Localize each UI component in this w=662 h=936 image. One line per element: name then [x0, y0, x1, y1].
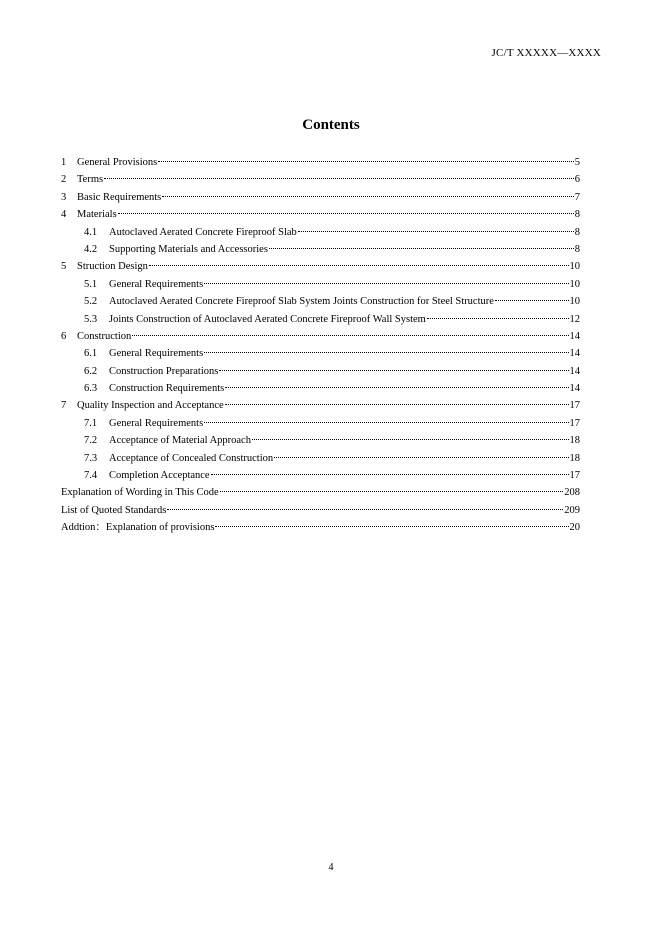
- toc-entry-label: Autoclaved Aerated Concrete Fireproof Slab: [109, 226, 297, 238]
- toc-entry-page: 7: [574, 191, 580, 203]
- toc-entry-page: 10: [569, 296, 580, 308]
- toc-entry-number: 7.4: [84, 470, 98, 482]
- toc-entry-number: 6.2: [84, 365, 98, 377]
- toc-entry[interactable]: [61, 432, 580, 449]
- toc-entry-page: 8: [574, 226, 580, 238]
- toc-entry-label: Construction Requirements: [109, 383, 225, 395]
- toc-entry[interactable]: [61, 380, 580, 397]
- toc-entry[interactable]: [61, 224, 580, 241]
- toc-entry[interactable]: [61, 467, 580, 484]
- toc-entry-label: General Provisions: [77, 157, 158, 168]
- toc-entry-number: 5.1: [84, 278, 98, 290]
- toc-dot-leader: [219, 370, 568, 371]
- toc-entry-label: Autoclaved Aerated Concrete Fireproof Slab System Joints Construction for Steel Structure: [109, 296, 494, 308]
- toc-entry-label: Addtion：Explanation of provisions: [61, 522, 215, 534]
- toc-dot-leader: [162, 196, 573, 197]
- toc-entry-number: 4: [61, 209, 67, 221]
- toc-entry-number: 2: [61, 174, 67, 186]
- toc-entry[interactable]: [61, 276, 580, 293]
- toc-entry-number: 1: [61, 157, 67, 168]
- toc-dot-leader: [204, 283, 568, 284]
- toc-entry-label: Completion Acceptance: [109, 470, 210, 482]
- toc-entry-page: 208: [564, 487, 580, 499]
- toc-entry[interactable]: [61, 154, 580, 171]
- page-number: 4: [328, 862, 334, 873]
- toc-entry-number: 5.3: [84, 313, 98, 325]
- toc-entry-page: 8: [574, 243, 580, 255]
- toc-dot-leader: [220, 491, 564, 492]
- toc-dot-leader: [204, 352, 568, 353]
- toc-entry-number: 4.1: [84, 226, 98, 238]
- toc-entry-page: 17: [569, 400, 580, 412]
- toc-entry-page: 14: [569, 365, 580, 377]
- toc-dot-leader: [495, 300, 569, 301]
- toc-entry-page: 209: [564, 504, 580, 516]
- toc-entry-label: Construction Preparations: [109, 365, 219, 377]
- toc-entry-label: List of Quoted Standards: [61, 504, 167, 516]
- toc-entry-label: Supporting Materials and Accessories: [109, 243, 268, 255]
- toc-dot-leader: [225, 387, 568, 388]
- toc-entry-page: 5: [574, 157, 580, 168]
- toc-entry-number: 6: [61, 330, 67, 342]
- toc-entry[interactable]: [61, 519, 580, 536]
- toc-entry-page: 17: [569, 417, 580, 429]
- toc-dot-leader: [158, 161, 574, 162]
- toc-entry-label: Struction Design: [77, 261, 148, 273]
- toc-entry-page: 8: [574, 209, 580, 221]
- toc-entry-label: Quality Inspection and Acceptance: [77, 400, 224, 412]
- toc-entry-page: 14: [569, 330, 580, 342]
- toc-entry-label: Acceptance of Material Approach: [109, 435, 251, 447]
- toc-entry[interactable]: [61, 328, 580, 345]
- toc-entry-page: 10: [569, 261, 580, 273]
- toc-entry-label: Joints Construction of Autoclaved Aerated Concrete Fireproof Wall System: [109, 313, 426, 325]
- toc-dot-leader: [104, 178, 574, 179]
- toc-dot-leader: [225, 404, 569, 405]
- toc-entry-number: 4.2: [84, 243, 98, 255]
- toc-entry[interactable]: [61, 189, 580, 206]
- toc-entry-label: Acceptance of Concealed Construction: [109, 452, 274, 464]
- toc-entry-label: Construction: [77, 330, 132, 342]
- toc-entry-label: Basic Requirements: [77, 191, 162, 203]
- toc-entry-label: Explanation of Wording in This Code: [61, 487, 219, 499]
- toc-entry[interactable]: [61, 241, 580, 258]
- toc-entry[interactable]: [61, 450, 580, 467]
- table-of-contents: [61, 154, 580, 537]
- toc-entry-number: 5.2: [84, 296, 98, 308]
- toc-dot-leader: [118, 213, 574, 214]
- toc-dot-leader: [167, 509, 563, 510]
- page-title: Contents: [302, 117, 360, 133]
- toc-entry-label: General Requirements: [109, 417, 204, 429]
- toc-dot-leader: [298, 231, 574, 232]
- toc-entry[interactable]: [61, 502, 580, 519]
- toc-entry[interactable]: [61, 311, 580, 328]
- toc-entry-label: Materials: [77, 209, 117, 221]
- toc-entry[interactable]: [61, 415, 580, 432]
- toc-entry-page: 18: [569, 452, 580, 464]
- toc-entry-number: 6.1: [84, 348, 98, 360]
- toc-entry[interactable]: [61, 397, 580, 414]
- toc-dot-leader: [149, 265, 569, 266]
- toc-entry-page: 20: [569, 522, 580, 534]
- toc-entry-number: 7.3: [84, 452, 98, 464]
- toc-entry-page: 17: [569, 470, 580, 482]
- document-code-header: JC/T XXXXX—XXXX: [491, 47, 601, 59]
- toc-entry-page: 14: [569, 348, 580, 360]
- toc-entry-number: 6.3: [84, 383, 98, 395]
- toc-entry-page: 6: [574, 174, 580, 186]
- toc-entry-number: 7.1: [84, 417, 98, 429]
- toc-entry[interactable]: [61, 345, 580, 362]
- toc-dot-leader: [204, 422, 568, 423]
- toc-entry-number: 7.2: [84, 435, 98, 447]
- toc-entry[interactable]: [61, 258, 580, 275]
- toc-entry[interactable]: [61, 484, 580, 501]
- toc-entry[interactable]: [61, 293, 580, 310]
- toc-entry-page: 12: [569, 313, 580, 325]
- toc-entry-page: 14: [569, 383, 580, 395]
- toc-dot-leader: [211, 474, 569, 475]
- toc-dot-leader: [252, 439, 569, 440]
- toc-entry-number: 5: [61, 261, 67, 273]
- toc-dot-leader: [274, 457, 568, 458]
- toc-dot-leader: [215, 526, 568, 527]
- toc-entry[interactable]: [61, 206, 580, 223]
- toc-entry-label: General Requirements: [109, 348, 204, 360]
- toc-dot-leader: [269, 248, 574, 249]
- toc-entry-label: Terms: [77, 174, 104, 186]
- toc-dot-leader: [427, 318, 569, 319]
- toc-entry[interactable]: [61, 363, 580, 380]
- toc-entry-page: 18: [569, 435, 580, 447]
- toc-dot-leader: [132, 335, 568, 336]
- toc-entry-label: General Requirements: [109, 278, 204, 290]
- toc-entry-number: 3: [61, 191, 67, 203]
- toc-entry-number: 7: [61, 400, 67, 412]
- toc-entry[interactable]: [61, 171, 580, 188]
- toc-entry-page: 10: [569, 278, 580, 290]
